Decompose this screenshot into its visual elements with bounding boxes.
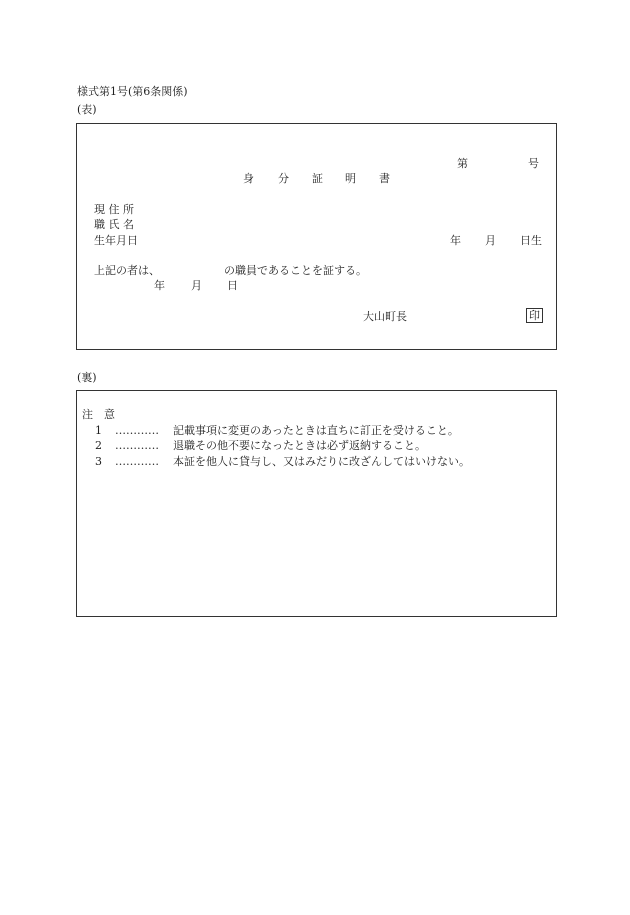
note-item-2 bbox=[95, 440, 426, 451]
note-text: 退職その他不要になったときは必ず返納すること。 bbox=[173, 439, 426, 452]
note-leader: ………… bbox=[115, 424, 159, 437]
statement-suffix: の職員であることを証する。 bbox=[224, 264, 367, 277]
name-label: 職 氏 名 bbox=[94, 218, 134, 231]
note-leader: ………… bbox=[115, 455, 159, 468]
front-card bbox=[76, 123, 557, 350]
number-suffix: 号 bbox=[528, 157, 539, 170]
birth-year: 年 bbox=[450, 234, 461, 247]
notes-heading: 注 意 bbox=[82, 408, 115, 421]
back-card bbox=[76, 390, 557, 617]
seal-mark: 印 bbox=[526, 308, 543, 323]
title-char-1: 身 bbox=[243, 172, 254, 185]
title-char-2: 分 bbox=[278, 172, 289, 185]
birth-month: 月 bbox=[485, 234, 496, 247]
note-number: 2 bbox=[95, 439, 102, 452]
title-char-4: 明 bbox=[345, 172, 356, 185]
issue-year: 年 bbox=[154, 279, 165, 292]
title-char-5: 書 bbox=[379, 172, 390, 185]
issuer-name: 大山町長 bbox=[363, 310, 407, 323]
birth-label: 生年月日 bbox=[94, 234, 138, 247]
title-char-3: 証 bbox=[312, 172, 323, 185]
issue-month: 月 bbox=[191, 279, 202, 292]
note-number: 1 bbox=[95, 424, 102, 437]
note-leader: ………… bbox=[115, 439, 159, 452]
birth-day-suffix: 日生 bbox=[520, 234, 542, 247]
number-prefix: 第 bbox=[457, 157, 468, 170]
issue-day: 日 bbox=[227, 279, 238, 292]
note-number: 3 bbox=[95, 455, 102, 468]
front-label: (表) bbox=[77, 103, 97, 116]
note-item-1 bbox=[95, 425, 459, 436]
note-text: 記載事項に変更のあったときは直ちに訂正を受けること。 bbox=[173, 424, 459, 437]
form-title: 様式第1号(第6条関係) bbox=[77, 85, 188, 98]
note-item-3 bbox=[95, 456, 470, 467]
statement-prefix: 上記の者は、 bbox=[94, 264, 160, 277]
back-label: (裏) bbox=[77, 371, 97, 384]
address-label: 現 住 所 bbox=[94, 203, 134, 216]
note-text: 本証を他人に貸与し、又はみだりに改ざんしてはいけない。 bbox=[173, 455, 470, 468]
